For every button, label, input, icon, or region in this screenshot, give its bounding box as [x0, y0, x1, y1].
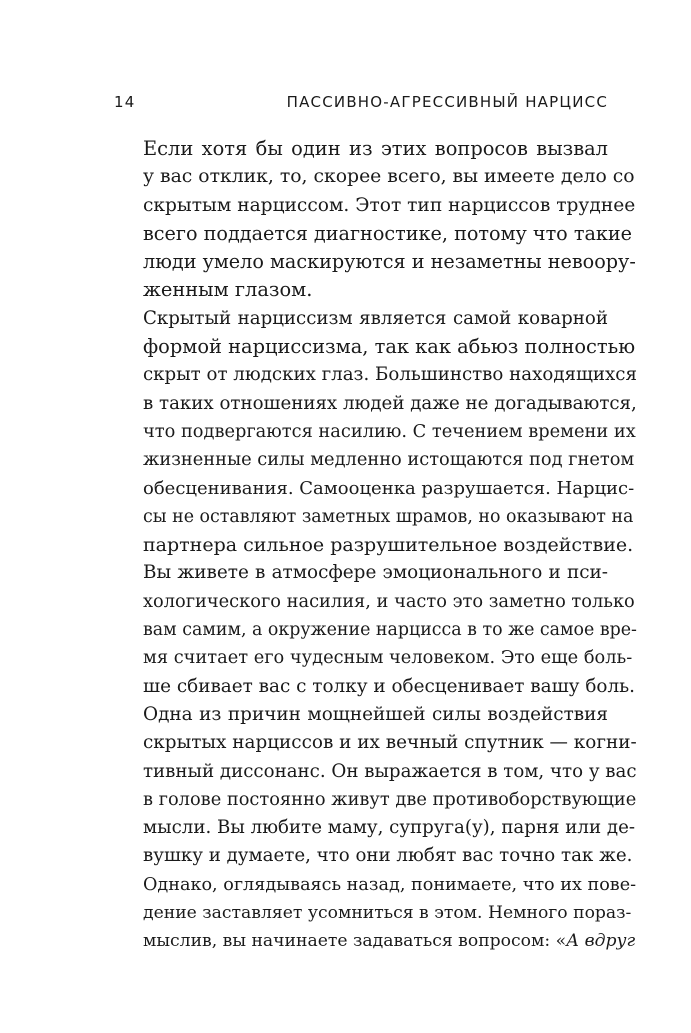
text-line: жизненные силы медленно истощаются под гнетом: [143, 449, 635, 471]
text-line: скрыт от людских глаз. Большинство находящихся: [143, 364, 637, 386]
paragraph-1: [114, 135, 636, 305]
text-line: мя считает его чудесным человеком. Это еще боль-: [143, 647, 633, 669]
running-head: [114, 93, 608, 117]
paragraph-2: [114, 305, 637, 560]
page-number: 14: [114, 93, 136, 111]
text-line: люди умело маскируются и незаметны невоору-: [143, 250, 636, 274]
text-line: хологического насилия, и часто это заметно только: [143, 590, 635, 612]
text-line: вушку и думаете, что они любят вас точно так же.: [143, 845, 633, 867]
paragraph-4: [114, 701, 637, 956]
text-line: партнера сильное разрушительное воздействие.: [143, 534, 634, 557]
text-line: формой нарциссизма, так как абьюз полностью: [143, 335, 636, 359]
text-line: в таких отношениях людей даже не догадываются,: [143, 392, 637, 414]
text-line: скрытым нарциссом. Этот тип нарциссов труднее: [143, 194, 636, 216]
running-title: ПАССИВНО-АГРЕССИВНЫЙ НАРЦИСС: [286, 93, 608, 111]
text-line: что подвергаются насилию. С течением времени их: [143, 420, 636, 442]
text-line: скрытых нарциссов и их вечный спутник — когни-: [143, 732, 637, 754]
text-line: вам самим, а окружение нарцисса в то же самое вре-: [143, 620, 637, 641]
text-line: Однако, оглядываясь назад, понимаете, что их пове-: [143, 874, 637, 895]
text-line: Если хотя бы один из этих вопросов вызвал: [143, 137, 608, 160]
text-line: сы не оставляют заметных шрамов, но оказывают на: [143, 506, 634, 527]
text-line: Скрытый нарциссизм является самой коварной: [143, 307, 608, 329]
italic-phrase: А вдруг: [566, 931, 636, 952]
text-line: ше сбивает вас с толку и обесценивает вашу боль.: [143, 675, 636, 697]
text-line-final: [114, 927, 636, 955]
text-line: всего поддается диагностике, потому что такие: [143, 221, 633, 245]
text-line: обесценивания. Самооценка разрушается. Нарцис-: [143, 477, 635, 499]
paragraph-3: [114, 559, 637, 700]
body-text: [114, 135, 637, 956]
text-line: Одна из причин мощнейшей силы воздействия: [143, 703, 608, 725]
text-line: мысли. Вы любите маму, супруга(у), парня или де-: [143, 817, 635, 839]
text-line: Вы живете в атмосфере эмоционального и пси-: [143, 562, 608, 584]
text-line: женным глазом.: [143, 278, 313, 302]
text-line: тивный диссонанс. Он выражается в том, что у вас: [143, 760, 637, 782]
text-line: дение заставляет усомниться в этом. Немного пораз-: [143, 903, 632, 924]
text-line: в голове постоянно живут две противоборствующие: [143, 788, 637, 810]
text-line: у вас отклик, то, скорее всего, вы имеете дело со: [143, 166, 635, 188]
text-line-roman: мыслив, вы начинаете задаваться вопросом: «: [143, 931, 567, 952]
